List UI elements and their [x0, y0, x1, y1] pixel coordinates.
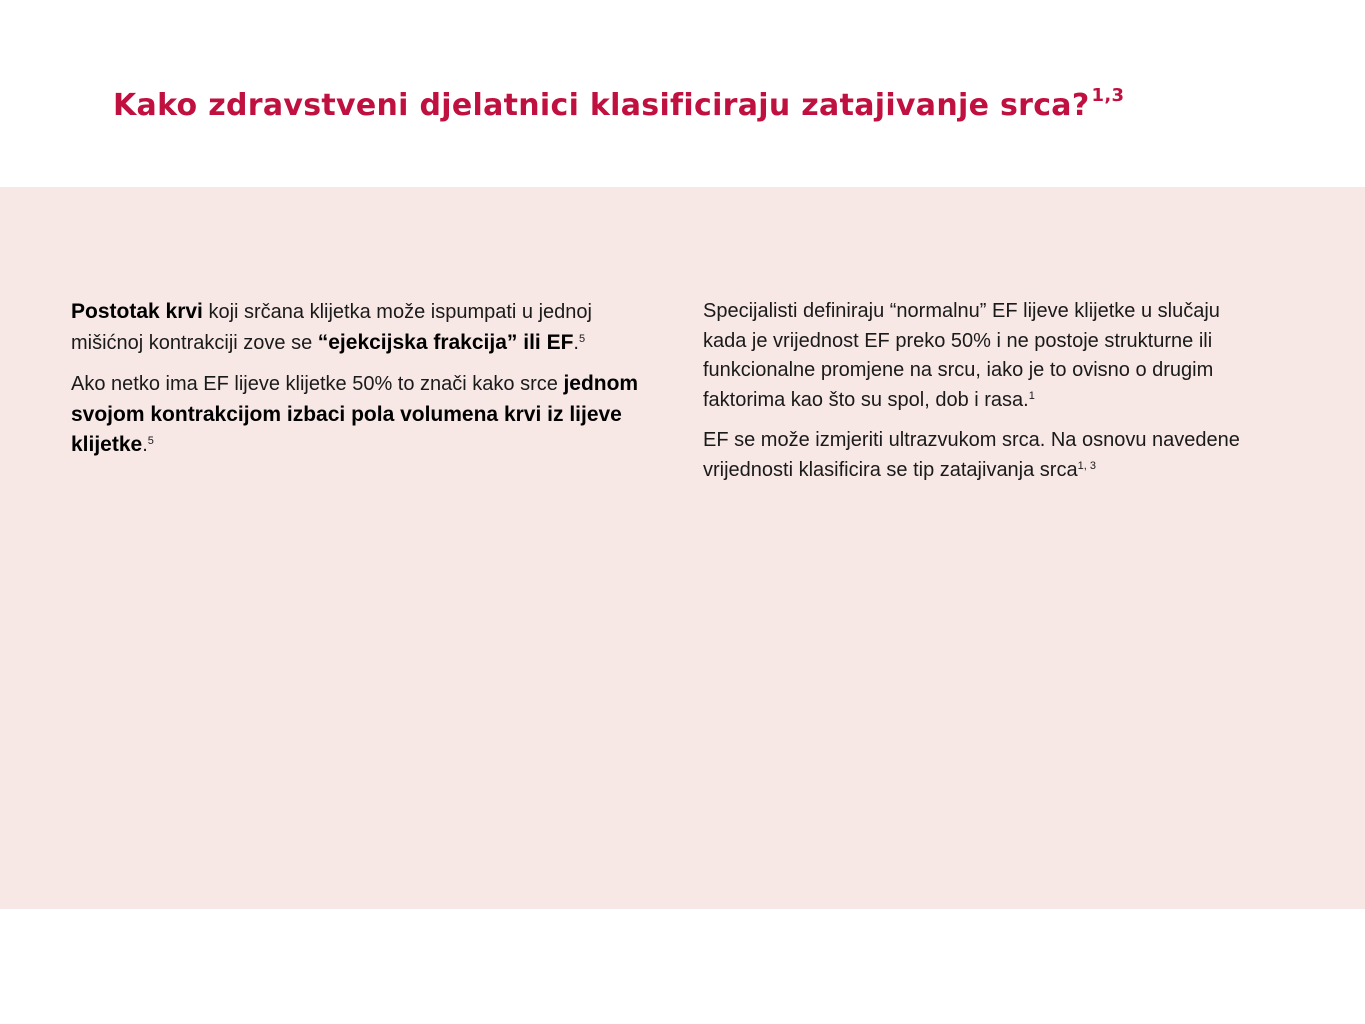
ef-example-paragraph	[71, 369, 663, 461]
right-column	[703, 297, 1243, 496]
ejection-fraction-term: “ejekcijska frakcija” ili EF	[317, 330, 574, 354]
definition-text: koji srčana klijetka može ispumpati u jednoj mišićnoj kontrakciji zove se	[71, 301, 592, 354]
normal-ef-paragraph	[703, 297, 1243, 415]
ejection-fraction-definition	[71, 297, 663, 358]
reference-marker: 1, 3	[1077, 459, 1096, 472]
left-column	[71, 297, 663, 472]
slide-title-refs: 1,3	[1091, 85, 1125, 106]
blood-percentage-term: Postotak krvi	[71, 300, 203, 323]
example-text: Ako netko ima EF lijeve klijetke 50% to znači kako srce	[71, 373, 564, 395]
example-period: .	[142, 434, 148, 456]
reference-marker: 5	[147, 435, 154, 447]
slide-title	[113, 86, 1124, 126]
slide-title-text: Kako zdravstveni djelatnici klasificiraju zatajivanje srca?	[113, 88, 1090, 123]
measurement-text: EF se može izmjeriti ultrazvukom srca. Na osnovu navedene vrijednosti klasificira se tip zatajivanja srca	[703, 429, 1240, 481]
definition-period: .	[573, 331, 579, 354]
normal-ef-text: Specijalisti definiraju “normalnu” EF lijeve klijetke u slučaju kada je vrijednost EF preko 50% i ne postoje strukturne ili funkcionalne promjene na srcu, iako je to ovisno o drugim faktorima kao što su spol, dob i rasa.	[703, 300, 1220, 411]
reference-marker: 5	[578, 332, 586, 345]
content-panel	[0, 187, 1365, 909]
ef-measurement-paragraph	[703, 426, 1243, 485]
reference-marker: 1	[1028, 389, 1035, 402]
example-emphasis: jednom svojom kontrakcijom izbaci pola volumena krvi iz lijeve klijetke	[71, 372, 639, 456]
